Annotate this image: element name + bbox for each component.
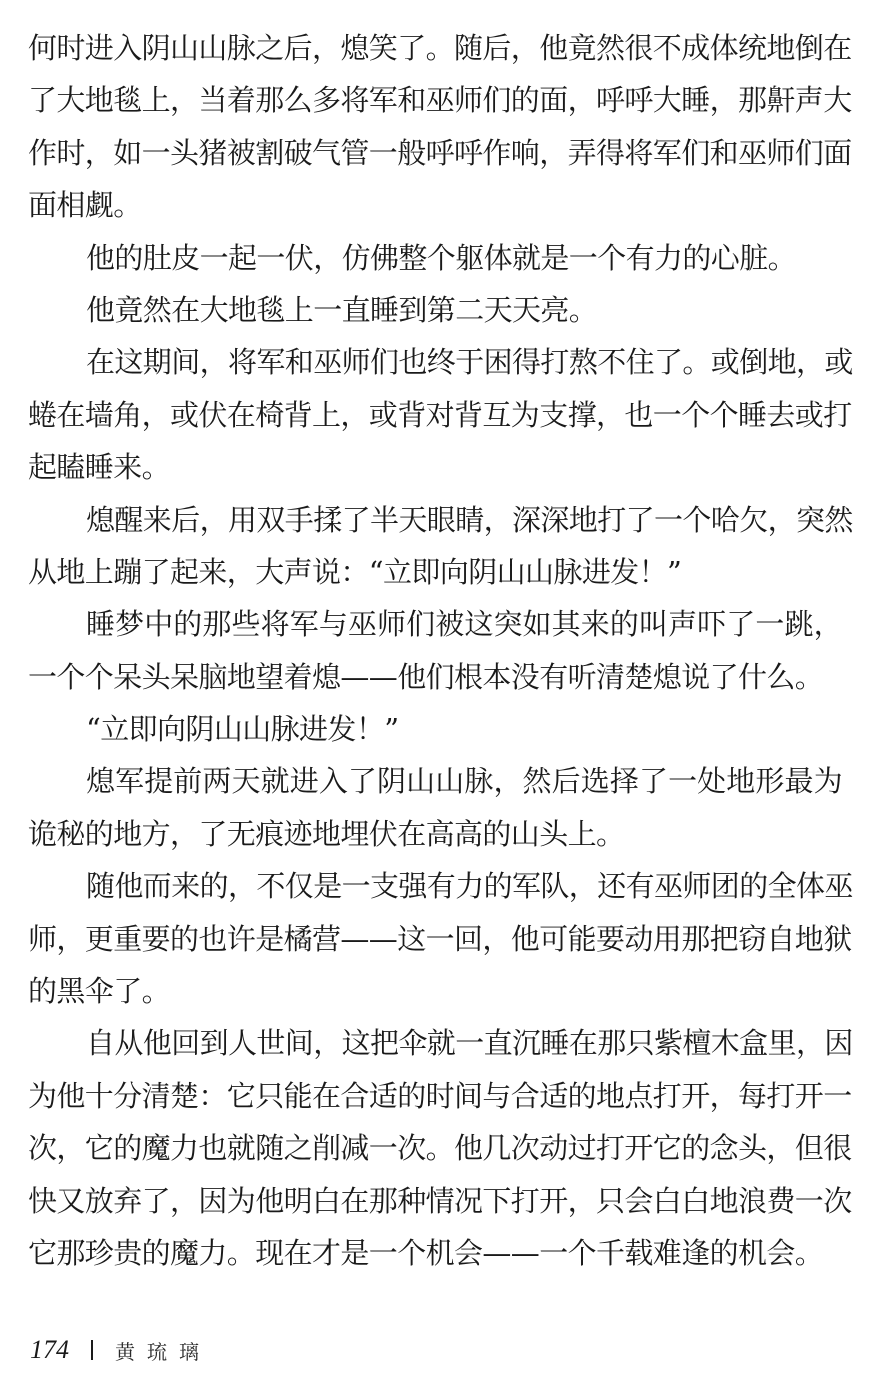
- text-line: 蜷在墙角，或伏在椅背上，或背对背互为支撑，也一个个睡去或打: [28, 397, 852, 432]
- text-line: 的黑伞了。: [28, 974, 171, 1009]
- text-line: 随他而来的，不仅是一支强有力的军队，还有巫师团的全体巫: [86, 869, 853, 904]
- text-line: 自从他回到人世间，这把伞就一直沉睡在那只紫檀木盒里，因: [86, 1026, 853, 1061]
- text-line: 为他十分清楚：它只能在合适的时间与合适的地点打开，每打开一: [28, 1078, 852, 1113]
- text-line: 何时进入阴山山脉之后，熄笑了。随后，他竟然很不成体统地倒在: [28, 31, 852, 65]
- book-title: 黄琉璃: [115, 1339, 211, 1364]
- text-line: 作时，如一头猪被割破气管一般呼呼作响，弄得将军们和巫师们面: [28, 135, 852, 170]
- text-line: 熄醒来后，用双手揉了半天眼睛，深深地打了一个哈欠，突然: [86, 502, 853, 537]
- text-line: 从地上蹦了起来，大声说：“立即向阴山山脉进发！”: [28, 554, 682, 589]
- text-line: 了大地毯上，当着那么多将军和巫师们的面，呼呼大睡，那鼾声大: [28, 83, 852, 118]
- text-line: 师，更重要的也许是橘营——这一回，他可能要动用那把窃自地狱: [28, 921, 852, 956]
- text-line: 次，它的魔力也就随之削减一次。他几次动过打开它的念头，但很: [28, 1131, 852, 1166]
- text-line: 他竟然在大地毯上一直睡到第二天天亮。: [86, 292, 598, 327]
- text-line: 他的肚皮一起一伏，仿佛整个躯体就是一个有力的心脏。: [86, 240, 797, 275]
- page-body: [28, 22, 853, 1279]
- text-line: 快又放弃了，因为他明白在那种情况下打开，只会白白地浪费一次: [28, 1183, 852, 1218]
- text-line: 起瞌睡来。: [28, 450, 171, 485]
- text-line: 熄军提前两天就进入了阴山山脉，然后选择了一处地形最为: [86, 764, 842, 799]
- footer-divider: [91, 1340, 93, 1360]
- page-number: 174: [30, 1335, 69, 1364]
- text-line: 它那珍贵的魔力。现在才是一个机会——一个千载难逢的机会。: [28, 1235, 824, 1270]
- text-line: “立即向阴山山脉进发！”: [86, 712, 399, 747]
- page-footer: [30, 1330, 211, 1370]
- text-line: 睡梦中的那些将军与巫师们被这突如其来的叫声吓了一跳，: [86, 607, 842, 642]
- text-line: 一个个呆头呆脑地望着熄——他们根本没有听清楚熄说了什么。: [28, 659, 824, 694]
- text-line: 诡秘的地方，了无痕迹地埋伏在高高的山头上。: [28, 816, 625, 851]
- text-line: 在这期间，将军和巫师们也终于困得打熬不住了。或倒地，或: [86, 345, 853, 380]
- text-line: 面相觑。: [28, 188, 142, 223]
